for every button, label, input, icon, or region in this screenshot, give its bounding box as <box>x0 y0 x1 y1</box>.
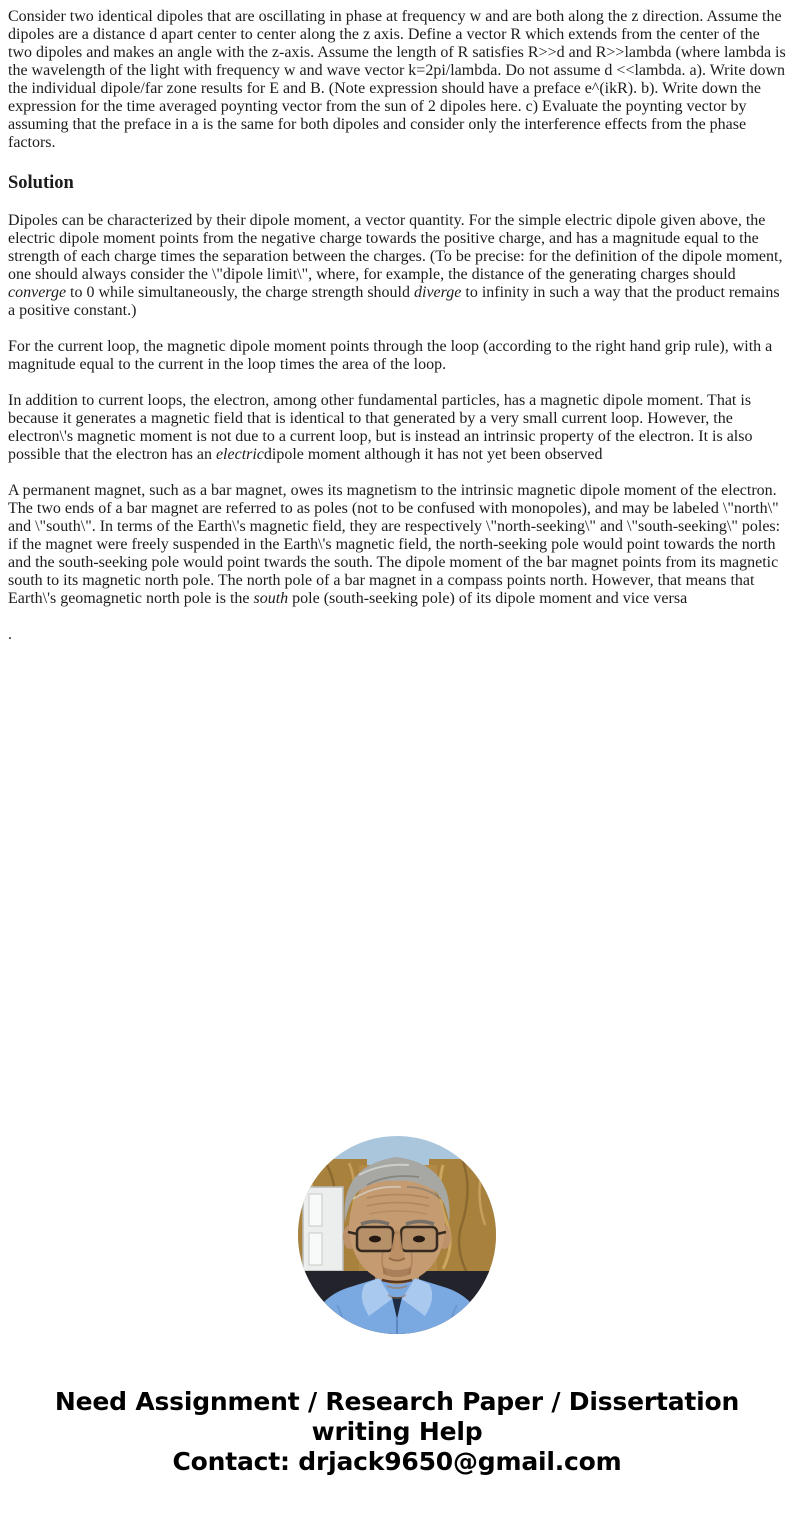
paragraph-text: pole (south-seeking pole) of its dipole moment and vice versa <box>288 590 688 607</box>
italic-term-south: south <box>253 590 289 607</box>
paragraph-text: In addition to current loops, the electron, among other fundamental particles, has a magnetic dipole moment. That is because it generates a magnetic field that is identical to that generated by a very small current loop. However, the electron\'s magnetic moment is not due to a current loop, but is instead an intrinsic property of the electron. It is also possible that the electron has an <box>8 392 753 463</box>
footer-contact-email: Contact: drjack9650@gmail.com <box>172 1447 622 1476</box>
solution-paragraph-electron <box>8 392 786 464</box>
paragraph-text: dipole moment although it has not yet been observed <box>263 446 603 463</box>
solution-page <box>8 0 786 1506</box>
blank-space <box>8 662 786 1135</box>
paragraph-text: A permanent magnet, such as a bar magnet, owes its magnetism to the intrinsic magnetic dipole moment of the electron. The two ends of a bar magnet are referred to as poles (not to be confused with monopoles), and may be labeled \"north\" and \"south\". In terms of the Earth\'s magnetic field, they are respectively \"north-seeking\" and \"south-seeking\" poles: if the magnet were freely suspended in the Earth\'s magnetic field, the north-seeking pole would point towards the north and the south-seeking pole would point twards the south. The dipole moment of the bar magnet points from its magnetic south to its magnetic north pole. The north pole of a bar magnet in a compass points north. However, that means that Earth\'s geomagnetic north pole is the <box>8 482 781 607</box>
stray-period-paragraph: . <box>8 626 12 643</box>
question-paragraph: Consider two identical dipoles that are oscillating in phase at frequency w and are both along the z direction. Assume the dipoles are a distance d apart center to center along the z axis. Define a vector R which extends from the center of the two dipoles and makes an angle with the z-axis. Assume the length of R satisfies R>>d and R>>lambda (where lambda is the wavelength of the light with frequency w and wave vector k=2pi/lambda. Do not assume d <<lambda. a). Write down the individual dipole/far zone results for E and B. (Note expression should have a preface e^(ikR). b). Write down the expression for the time averaged poynting vector from the sun of 2 dipoles here. c) Evaluate the poynting vector by assuming that the preface in a is the same for both dipoles and consider only the interference effects from the phase factors. <box>8 8 786 151</box>
document-body <box>8 8 786 644</box>
footer-line-2: writing Help <box>311 1417 483 1446</box>
italic-term-converge: converge <box>8 284 67 301</box>
paragraph-text: Dipoles can be characterized by their dipole moment, a vector quantity. For the simple electric dipole given above, the electric dipole moment points from the negative charge towards the positive charge, and has a magnitude equal to the strength of each charge times the separation between the charges. (To be precise: for the definition of the dipole moment, one should always consider the \"dipole limit\", where, for example, the distance of the generating charges should <box>8 212 783 283</box>
paragraph-text: to infinity in such a way that the product remains a positive constant.) <box>8 284 780 319</box>
paragraph-text: to 0 while simultaneously, the charge strength should <box>66 284 414 301</box>
solution-paragraph-dipole-moment <box>8 212 786 320</box>
solution-paragraph-bar-magnet <box>8 482 786 608</box>
tutor-photo <box>8 1135 786 1335</box>
footer-banner <box>8 1387 786 1477</box>
tutor-portrait-image <box>297 1135 497 1335</box>
italic-term-electric: electric <box>215 446 264 463</box>
italic-term-diverge: diverge <box>414 284 462 301</box>
footer-line-1: Need Assignment / Research Paper / Dissertation <box>54 1387 740 1416</box>
solution-paragraph-current-loop: For the current loop, the magnetic dipole moment points through the loop (according to the right hand grip rule), with a magnitude equal to the current in the loop times the area of the loop. <box>8 338 773 373</box>
solution-heading: Solution <box>8 173 74 193</box>
